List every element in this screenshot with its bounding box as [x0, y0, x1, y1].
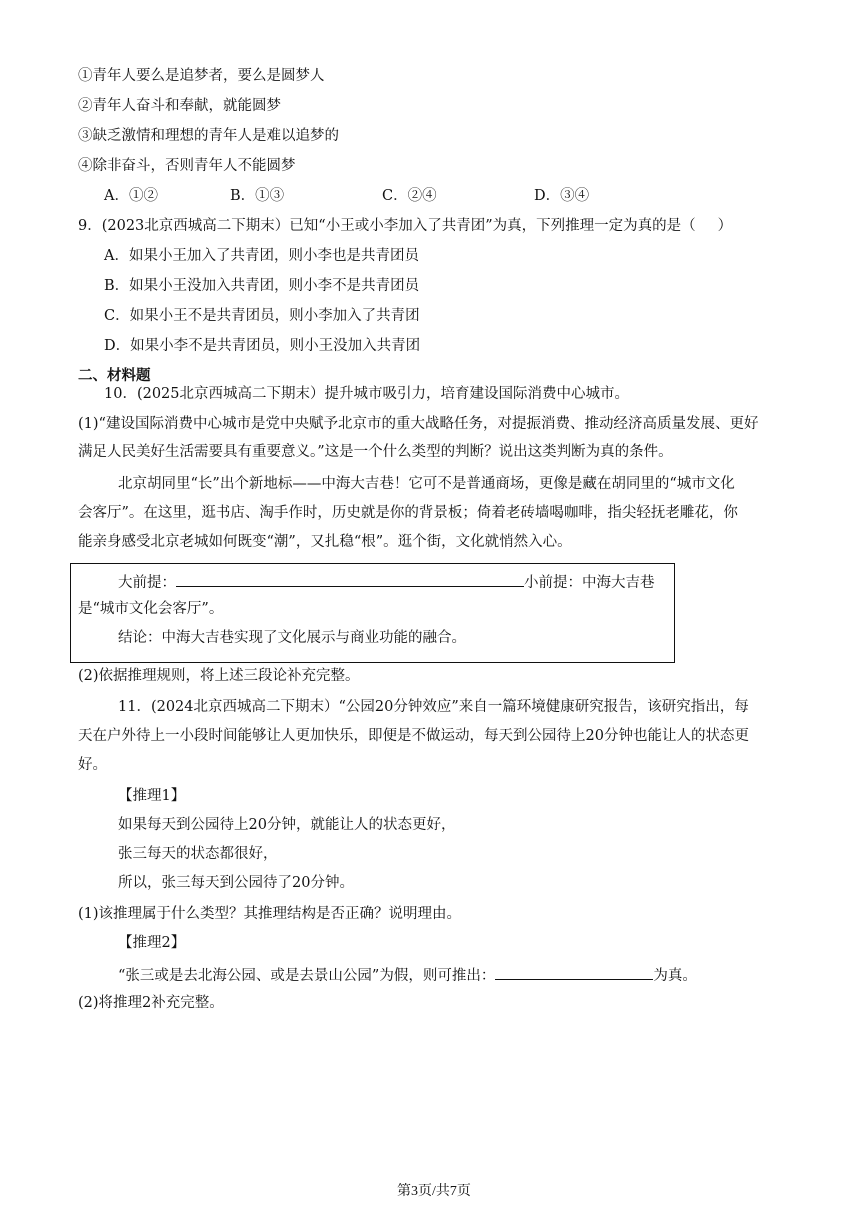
q9-stem-close: ） — [717, 218, 733, 234]
q10-material-line2: 会客厅”。在这里，逛书店、淘手作时，历史就是你的背景板；倚着老砖墙喝咖啡，指尖轻抚老雕花，你 — [78, 505, 738, 521]
q10-material-line3: 能亲身感受北京老城如何既变“潮”，又扎稳“根”。逛个街，文化就悄然入心。 — [78, 534, 572, 550]
q11-sub2: (2)将推理2补充完整。 — [78, 995, 224, 1011]
q9-stem — [78, 216, 732, 236]
q8-statement-4: ④除非奋斗，否则青年人不能圆梦 — [78, 158, 296, 174]
reasoning-1-line2: 张三每天的状态都很好， — [118, 846, 278, 862]
reasoning-2-blank[interactable] — [495, 963, 653, 980]
syllogism-major-premise — [118, 570, 655, 593]
q9-stem-text: 9．(2023北京西城高二下期末）已知“小王或小李加入了共青团”为真，下列推理一定为真的是（ — [78, 218, 696, 234]
q11-stem-line2: 天在户外待上一小段时间能够让人更加快乐，即便是不做运动，每天到公园待上20分钟也能让人的状态更 — [78, 728, 749, 744]
q10-sub1-line1: (1)“建设国际消费中心城市是党中央赋予北京市的重大战略任务，对提振消费、推动经济高质量发展、更好 — [78, 416, 759, 432]
q8-statement-3: ③缺乏激情和理想的青年人是难以追梦的 — [78, 128, 339, 144]
q11-stem-line1: 11．(2024北京西城高二下期末）“公园20分钟效应”来自一篇环境健康研究报告，该研究指出，每 — [118, 699, 749, 715]
page-number: 第3页/共7页 — [397, 1184, 471, 1199]
major-premise-blank[interactable] — [176, 570, 524, 587]
major-premise-label: 大前提： — [118, 575, 176, 591]
q9-option-a: A．如果小王加入了共青团，则小李也是共青团员 — [104, 248, 419, 264]
q8-option-b: B．①③ — [230, 188, 285, 204]
syllogism-conclusion: 结论：中海大吉巷实现了文化展示与商业功能的融合。 — [118, 630, 466, 646]
syllogism-minor-premise-cont: 是“城市文化会客厅”。 — [78, 601, 224, 617]
q9-option-c: C．如果小王不是共青团员，则小李加入了共青团 — [104, 308, 420, 324]
q11-sub1: (1)该推理属于什么类型？其推理结构是否正确？说明理由。 — [78, 906, 462, 922]
q9-option-d: D．如果小李不是共青团员，则小王没加入共青团 — [104, 338, 421, 354]
q11-stem-line3: 好。 — [78, 757, 107, 773]
minor-premise-text: 小前提：中海大吉巷 — [524, 575, 655, 591]
q8-option-c: C．②④ — [382, 188, 437, 204]
q8-statement-2: ②青年人奋斗和奉献，就能圆梦 — [78, 98, 281, 114]
reasoning-1-line1: 如果每天到公园待上20分钟，就能让人的状态更好， — [118, 817, 456, 833]
reasoning-1-line3: 所以，张三每天到公园待了20分钟。 — [118, 875, 354, 891]
reasoning-1-title: 【推理1】 — [118, 788, 186, 804]
q10-sub2: (2)依据推理规则，将上述三段论补充完整。 — [78, 668, 360, 684]
reasoning-2-statement — [118, 963, 697, 986]
q10-material-line1: 北京胡同里“长”出个新地标——中海大吉巷！它可不是普通商场，更像是藏在胡同里的“城市文化 — [118, 476, 735, 492]
q8-option-a: A．①② — [104, 188, 158, 204]
q10-sub1-line2: 满足人民美好生活需要具有重要意义。”这是一个什么类型的判断？说出这类判断为真的条件。 — [78, 444, 673, 460]
q10-stem: 10．(2025北京西城高二下期末）提升城市吸引力，培育建设国际消费中心城市。 — [104, 386, 630, 402]
section-heading-material: 二、材料题 — [78, 368, 151, 384]
q9-option-b: B．如果小王没加入共青团，则小李不是共青团员 — [104, 278, 420, 294]
reasoning-2-title: 【推理2】 — [118, 935, 186, 951]
reasoning-2-text: “张三或是去北海公园、或是去景山公园”为假，则可推出： — [118, 968, 496, 984]
q8-statement-1: ①青年人要么是追梦者，要么是圆梦人 — [78, 68, 325, 84]
q8-option-d: D．③④ — [534, 188, 590, 204]
reasoning-2-suffix: 为真。 — [653, 968, 697, 984]
